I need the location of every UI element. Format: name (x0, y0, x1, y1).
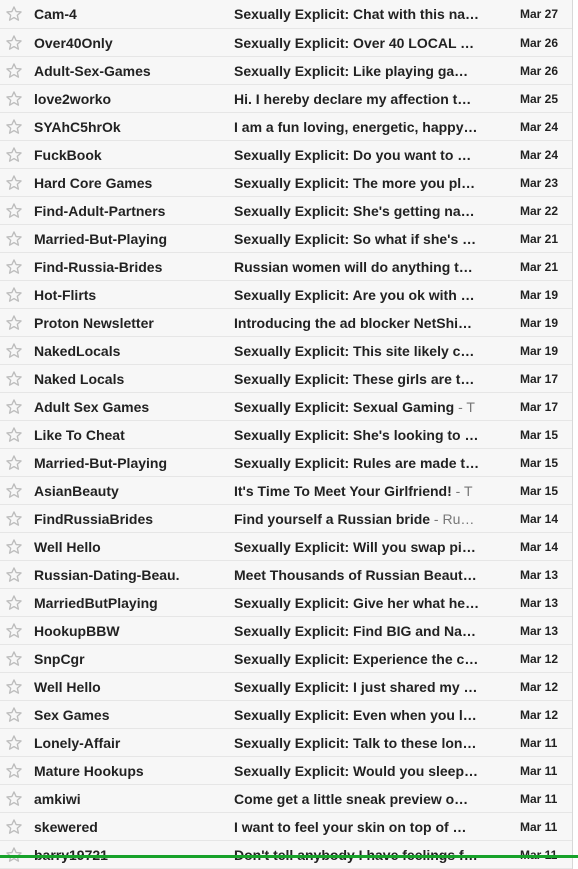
email-sender: Well Hello (34, 679, 101, 695)
email-subject-line (234, 735, 477, 751)
email-sender: Naked Locals (34, 371, 125, 387)
email-row[interactable] (0, 449, 572, 477)
email-sender: FindRussiaBrides (34, 511, 154, 527)
email-date: Mar 11 (520, 736, 558, 750)
email-date: Mar 19 (520, 316, 559, 330)
email-sender: SnpCgr (34, 651, 85, 667)
email-row[interactable] (0, 785, 572, 813)
email-row[interactable] (0, 169, 572, 197)
email-sender: AsianBeauty (34, 483, 119, 499)
email-date: Mar 13 (520, 624, 559, 638)
star-icon[interactable] (5, 482, 23, 500)
email-row[interactable] (0, 701, 572, 729)
email-subject-line (234, 259, 473, 275)
email-subject-line (234, 175, 476, 191)
email-row[interactable] (0, 113, 572, 141)
email-subject-line (234, 427, 479, 443)
email-subject-line (234, 63, 470, 79)
star-icon[interactable] (5, 538, 23, 556)
email-sender: Over40Only (34, 35, 113, 51)
email-subject: Sexually Explicit: Rules are made t… (234, 455, 480, 471)
email-subject-line (234, 483, 473, 499)
email-row[interactable] (0, 477, 572, 505)
email-subject: Sexually Explicit: She's looking to … (234, 427, 479, 443)
email-sender: Proton Newsletter (34, 315, 154, 331)
star-icon[interactable] (5, 202, 23, 220)
email-row[interactable] (0, 85, 572, 113)
email-row[interactable] (0, 813, 572, 841)
email-subject: Sexually Explicit: Sexual Gaming (234, 399, 455, 415)
email-row[interactable] (0, 57, 572, 85)
email-row[interactable] (0, 757, 572, 785)
email-snippet: - T (451, 483, 473, 499)
email-date: Mar 14 (520, 512, 559, 526)
email-row[interactable] (0, 533, 572, 561)
email-sender: Mature Hookups (34, 763, 144, 779)
email-subject-line (234, 371, 475, 387)
email-row[interactable] (0, 141, 572, 169)
email-date: Mar 24 (520, 120, 559, 134)
email-date: Mar 21 (520, 232, 559, 246)
email-sender: Like To Cheat (34, 427, 125, 443)
email-subject-line (234, 147, 470, 163)
email-sender: Find-Russia-Brides (34, 259, 163, 275)
email-sender: FuckBook (34, 147, 102, 163)
email-row[interactable] (0, 645, 572, 673)
star-icon[interactable] (5, 622, 23, 640)
star-icon[interactable] (5, 762, 23, 780)
email-subject: Sexually Explicit: Like playing ga… (234, 63, 469, 79)
email-date: Mar 11 (520, 820, 558, 834)
email-row[interactable] (0, 393, 572, 421)
email-date: Mar 21 (520, 260, 559, 274)
email-date: Mar 11 (520, 792, 558, 806)
email-row[interactable] (0, 29, 572, 57)
email-row[interactable] (0, 561, 572, 589)
email-subject: Sexually Explicit: Experience the c… (234, 651, 479, 667)
star-icon[interactable] (5, 426, 23, 444)
email-sender: Find-Adult-Partners (34, 203, 166, 219)
email-subject: Sexually Explicit: She's getting na… (234, 203, 475, 219)
email-sender: Adult-Sex-Games (34, 63, 151, 79)
email-date: Mar 19 (520, 288, 559, 302)
email-subject-line (234, 679, 478, 695)
email-sender: skewered (34, 819, 98, 835)
email-date: Mar 15 (520, 428, 559, 442)
star-icon[interactable] (5, 678, 23, 696)
email-subject: Sexually Explicit: These girls are t… (234, 371, 475, 387)
email-snippet: - Ru… (430, 511, 475, 527)
email-subject-line (234, 399, 475, 415)
star-icon[interactable] (5, 818, 23, 836)
email-date: Mar 12 (520, 680, 559, 694)
star-icon[interactable] (5, 5, 23, 23)
email-date: Mar 13 (520, 568, 559, 582)
email-sender: Russian-Dating-Beau. (34, 567, 180, 583)
email-row[interactable] (0, 729, 572, 757)
email-subject: Sexually Explicit: Even when you l… (234, 707, 477, 723)
email-date: Mar 25 (520, 92, 559, 106)
email-subject: Russian women will do anything t… (234, 259, 473, 275)
email-subject: Sexually Explicit: Find BIG and Na… (234, 623, 476, 639)
email-date: Mar 13 (520, 596, 559, 610)
bottom-status-bar (0, 855, 578, 858)
email-subject-line (234, 35, 475, 51)
email-sender: NakedLocals (34, 343, 121, 359)
star-icon[interactable] (5, 146, 23, 164)
email-row[interactable] (0, 281, 572, 309)
star-icon[interactable] (5, 398, 23, 416)
star-icon[interactable] (5, 90, 23, 108)
email-date: Mar 11 (520, 764, 558, 778)
email-sender: MarriedButPlaying (34, 595, 158, 611)
email-date: Mar 17 (520, 372, 559, 386)
email-sender: Adult Sex Games (34, 399, 150, 415)
email-row[interactable] (0, 365, 572, 393)
email-sender: Married-But-Playing (34, 231, 168, 247)
star-icon[interactable] (5, 174, 23, 192)
email-subject-line (234, 455, 480, 471)
email-subject: Sexually Explicit: Over 40 LOCAL … (234, 35, 475, 51)
email-subject: Find yourself a Russian bride (234, 511, 431, 527)
email-subject-line (234, 707, 477, 723)
email-sender: Hard Core Games (34, 175, 153, 191)
email-subject-line (234, 595, 480, 611)
star-icon[interactable] (5, 286, 23, 304)
email-subject-line (234, 567, 477, 583)
email-subject: It's Time To Meet Your Girlfriend! (234, 483, 452, 499)
email-subject: I am a fun loving, energetic, happy… (234, 119, 478, 135)
email-sender: Hot-Flirts (34, 287, 97, 303)
star-icon[interactable] (5, 62, 23, 80)
star-icon[interactable] (5, 734, 23, 752)
star-icon[interactable] (5, 258, 23, 276)
star-icon[interactable] (5, 34, 23, 52)
email-subject-line (234, 763, 479, 779)
email-sender: SYAhC5hrOk (34, 119, 121, 135)
email-subject-line (234, 791, 470, 807)
star-icon[interactable] (5, 118, 23, 136)
email-date: Mar 15 (520, 484, 559, 498)
star-icon[interactable] (5, 454, 23, 472)
email-subject: Introducing the ad blocker NetShi… (234, 315, 473, 331)
email-date: Mar 24 (520, 148, 559, 162)
email-date: Mar 12 (520, 708, 559, 722)
star-icon[interactable] (5, 790, 23, 808)
email-row[interactable] (0, 589, 572, 617)
star-icon[interactable] (5, 342, 23, 360)
email-row[interactable] (0, 309, 572, 337)
email-date: Mar 23 (520, 176, 559, 190)
email-date: Mar 26 (520, 36, 559, 50)
email-subject-line (234, 91, 470, 107)
email-snippet: - T (454, 399, 475, 415)
email-sender: Cam-4 (34, 6, 77, 22)
email-subject-line (234, 203, 475, 219)
email-subject-line (234, 819, 470, 835)
star-icon[interactable] (5, 314, 23, 332)
email-subject-line (234, 6, 480, 22)
email-subject-line (234, 287, 475, 303)
email-row[interactable] (0, 225, 572, 253)
star-icon[interactable] (5, 594, 23, 612)
email-subject: I want to feel your skin on top of … (234, 819, 467, 835)
email-subject: Sexually Explicit: The more you pl… (234, 175, 476, 191)
email-subject: Sexually Explicit: Chat with this na… (234, 6, 480, 22)
email-subject-line (234, 119, 478, 135)
email-sender: Lonely-Affair (34, 735, 121, 751)
email-sender: HookupBBW (34, 623, 120, 639)
email-subject: Come get a little sneak preview o… (234, 791, 469, 807)
email-subject: Sexually Explicit: Do you want to … (234, 147, 472, 163)
email-subject: Sexually Explicit: Will you swap pi… (234, 539, 476, 555)
email-date: Mar 22 (520, 204, 559, 218)
email-subject: Sexually Explicit: Talk to these lon… (234, 735, 477, 751)
email-subject-line (234, 231, 477, 247)
star-icon[interactable] (5, 566, 23, 584)
email-row[interactable] (0, 617, 572, 645)
email-subject-line (234, 651, 479, 667)
email-sender: love2worko (34, 91, 112, 107)
email-subject: Sexually Explicit: Are you ok with … (234, 287, 475, 303)
email-date: Mar 19 (520, 344, 559, 358)
star-icon[interactable] (5, 510, 23, 528)
email-subject: Hi. I hereby declare my affection t… (234, 91, 472, 107)
email-date: Mar 12 (520, 652, 559, 666)
email-subject: Sexually Explicit: So what if she's … (234, 231, 477, 247)
email-subject: Sexually Explicit: I just shared my … (234, 679, 478, 695)
email-sender: Sex Games (34, 707, 110, 723)
email-row[interactable] (0, 253, 572, 281)
email-date: Mar 27 (520, 7, 559, 21)
email-row[interactable] (0, 197, 572, 225)
email-subject-line (234, 315, 473, 331)
email-subject: Sexually Explicit: Give her what he… (234, 595, 480, 611)
email-subject: Meet Thousands of Russian Beaut… (234, 567, 477, 583)
star-icon[interactable] (5, 706, 23, 724)
email-row[interactable] (0, 0, 572, 29)
email-subject: Sexually Explicit: This site likely c… (234, 343, 475, 359)
email-date: Mar 15 (520, 456, 559, 470)
email-sender: amkiwi (34, 791, 81, 807)
email-row[interactable] (0, 337, 572, 365)
email-sender: Married-But-Playing (34, 455, 168, 471)
email-subject-line (234, 623, 476, 639)
email-subject-line (234, 539, 476, 555)
email-sender: Well Hello (34, 539, 101, 555)
email-date: Mar 17 (520, 400, 559, 414)
email-subject-line (234, 511, 475, 527)
email-date: Mar 26 (520, 64, 559, 78)
email-row[interactable] (0, 421, 572, 449)
email-row[interactable] (0, 505, 572, 533)
email-row[interactable] (0, 673, 572, 701)
email-subject: Sexually Explicit: Would you sleep… (234, 763, 479, 779)
email-date: Mar 14 (520, 540, 559, 554)
star-icon[interactable] (5, 650, 23, 668)
email-subject-line (234, 343, 475, 359)
star-icon[interactable] (5, 230, 23, 248)
star-icon[interactable] (5, 370, 23, 388)
